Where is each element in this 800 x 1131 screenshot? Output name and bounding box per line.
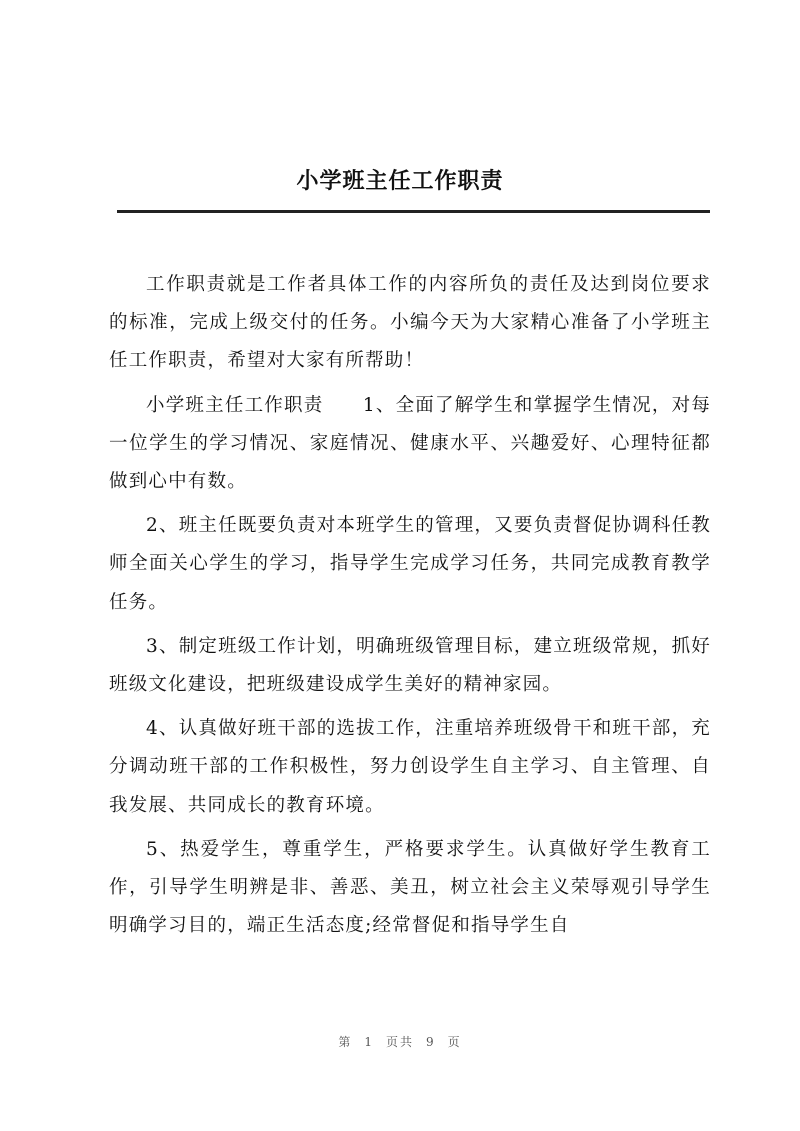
- footer-mid: 页共: [385, 1035, 414, 1049]
- footer-current-page: 1: [364, 1035, 374, 1049]
- document-title: 小学班主任工作职责: [296, 169, 504, 194]
- paragraph-duty-2: 2、班主任既要负责对本班学生的管理，又要负责督促协调科任教师全面关心学生的学习，指导学生完成学习任务，共同完成教育教学任务。: [109, 515, 711, 613]
- title-divider: [117, 210, 710, 213]
- paragraph-duty-3: 3、制定班级工作计划，明确班级管理目标，建立班级常规，抓好班级文化建设，把班级建设成学生美好的精神家园。: [109, 635, 711, 696]
- paragraph-duty-4: 4、认真做好班干部的选拔工作，注重培养班级骨干和班干部，充分调动班干部的工作积极性，努力创设学生自主学习、自主管理、自我发展、共同成长的教育环境。: [109, 718, 711, 816]
- footer-suffix: 页: [447, 1035, 462, 1049]
- paragraph-intro: 工作职责就是工作者具体工作的内容所负的责任及达到岗位要求的标准，完成上级交付的任务。小编今天为大家精心准备了小学班主任工作职责，希望对大家有所帮助！: [109, 274, 711, 372]
- footer-prefix: 第: [338, 1035, 353, 1049]
- footer-total-pages: 9: [426, 1035, 436, 1049]
- page-footer: [0, 1033, 800, 1050]
- paragraph-duty-1: 小学班主任工作职责 1、全面了解学生和掌握学生情况，对每一位学生的学习情况、家庭情况、健康水平、兴趣爱好、心理特征都做到心中有数。: [109, 394, 711, 493]
- document-body: [109, 266, 711, 951]
- paragraph-duty-5: 5、热爱学生，尊重学生，严格要求学生。认真做好学生教育工作，引导学生明辨是非、善恶、美丑，树立社会主义荣辱观引导学生明确学习目的，端正生活态度;经常督促和指导学生自: [109, 838, 711, 937]
